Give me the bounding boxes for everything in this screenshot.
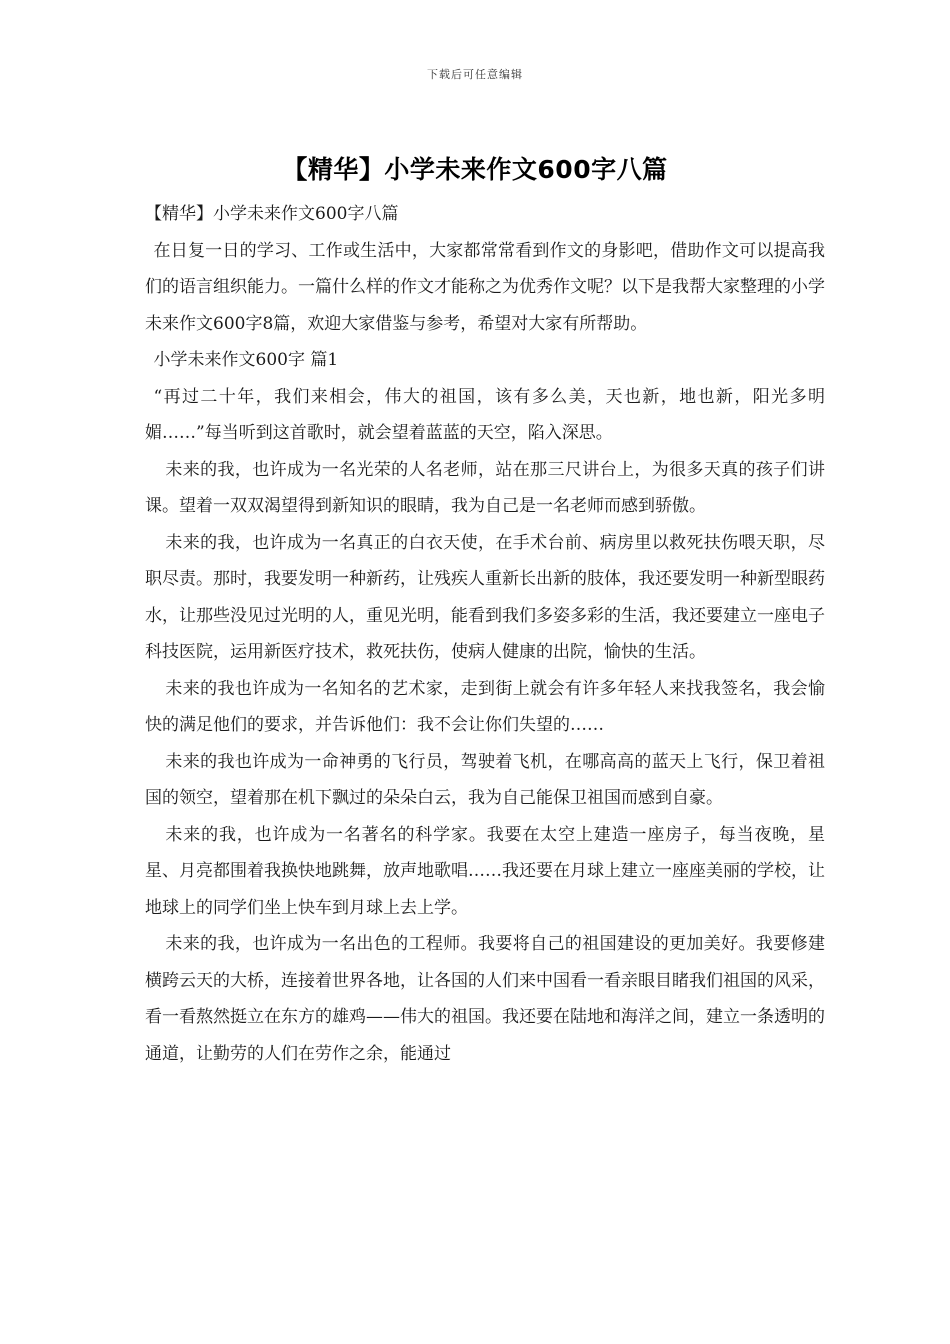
paragraph: 未来的我也许成为一命神勇的飞行员，驾驶着飞机，在哪高高的蓝天上飞行，保卫着祖国的领空，望着那在机下飘过的朵朵白云，我为自己能保卫祖国而感到自豪。 [145, 751, 825, 808]
subtitle-line: 【精华】小学未来作文600字八篇 [145, 204, 399, 224]
paragraph: 未来的我，也许成为一名出色的工程师。我要将自己的祖国建设的更加美好。我要修建横跨云天的大桥，连接着世界各地，让各国的人们来中国看一看亲眼目睹我们祖国的风采，看一看熬然挺立在东方的雄鸡——伟大的祖国。我还要在陆地和海洋之间，建立一条透明的通道，让勤劳的人们在劳作之余，能通过 [145, 934, 825, 1064]
paragraph: 未来的我，也许成为一名真正的白衣天使，在手术台前、病房里以救死扶伤喂天职，尽职尽责。那时，我要发明一种新药，让残疾人重新长出新的肢体，我还要发明一种新型眼药水，让那些没见过光明的人，重见光明，能看到我们多姿多彩的生活，我还要建立一座电子科技医院，运用新医疗技术，救死扶伤，使病人健康的出院，愉快的生活。 [145, 532, 825, 662]
paragraph: “再过二十年，我们来相会，伟大的祖国，该有多么美，天也新，地也新，阳光多明媚……”每当听到这首歌时，就会望着蓝蓝的天空，陷入深思。 [145, 386, 825, 443]
section-heading: 小学未来作文600字 篇1 [153, 350, 339, 370]
paragraph: 未来的我也许成为一名知名的艺术家，走到街上就会有许多年轻人来找我签名，我会愉快的满足他们的要求，并告诉他们：我不会让你们失望的…… [145, 678, 825, 735]
paragraph: 未来的我，也许成为一名光荣的人名老师，站在那三尺讲台上，为很多天真的孩子们讲课。望着一双双渴望得到新知识的眼睛，我为自己是一名老师而感到骄傲。 [145, 459, 825, 516]
document-body [145, 196, 825, 1072]
document-title: 【精华】小学未来作文600字八篇 [282, 155, 668, 184]
intro-paragraph: 在日复一日的学习、工作或生活中，大家都常常看到作文的身影吧，借助作文可以提高我们的语言组织能力。一篇什么样的作文才能称之为优秀作文呢？以下是我帮大家整理的小学未来作文600字8篇，欢迎大家借鉴与参考，希望对大家有所帮助。 [145, 240, 825, 334]
header-note: 下载后可任意编辑 [427, 68, 523, 81]
paragraph: 未来的我，也许成为一名著名的科学家。我要在太空上建造一座房子，每当夜晚，星星、月亮都围着我换快地跳舞，放声地歌唱……我还要在月球上建立一座座美丽的学校，让地球上的同学们坐上快车到月球上去上学。 [145, 824, 825, 918]
